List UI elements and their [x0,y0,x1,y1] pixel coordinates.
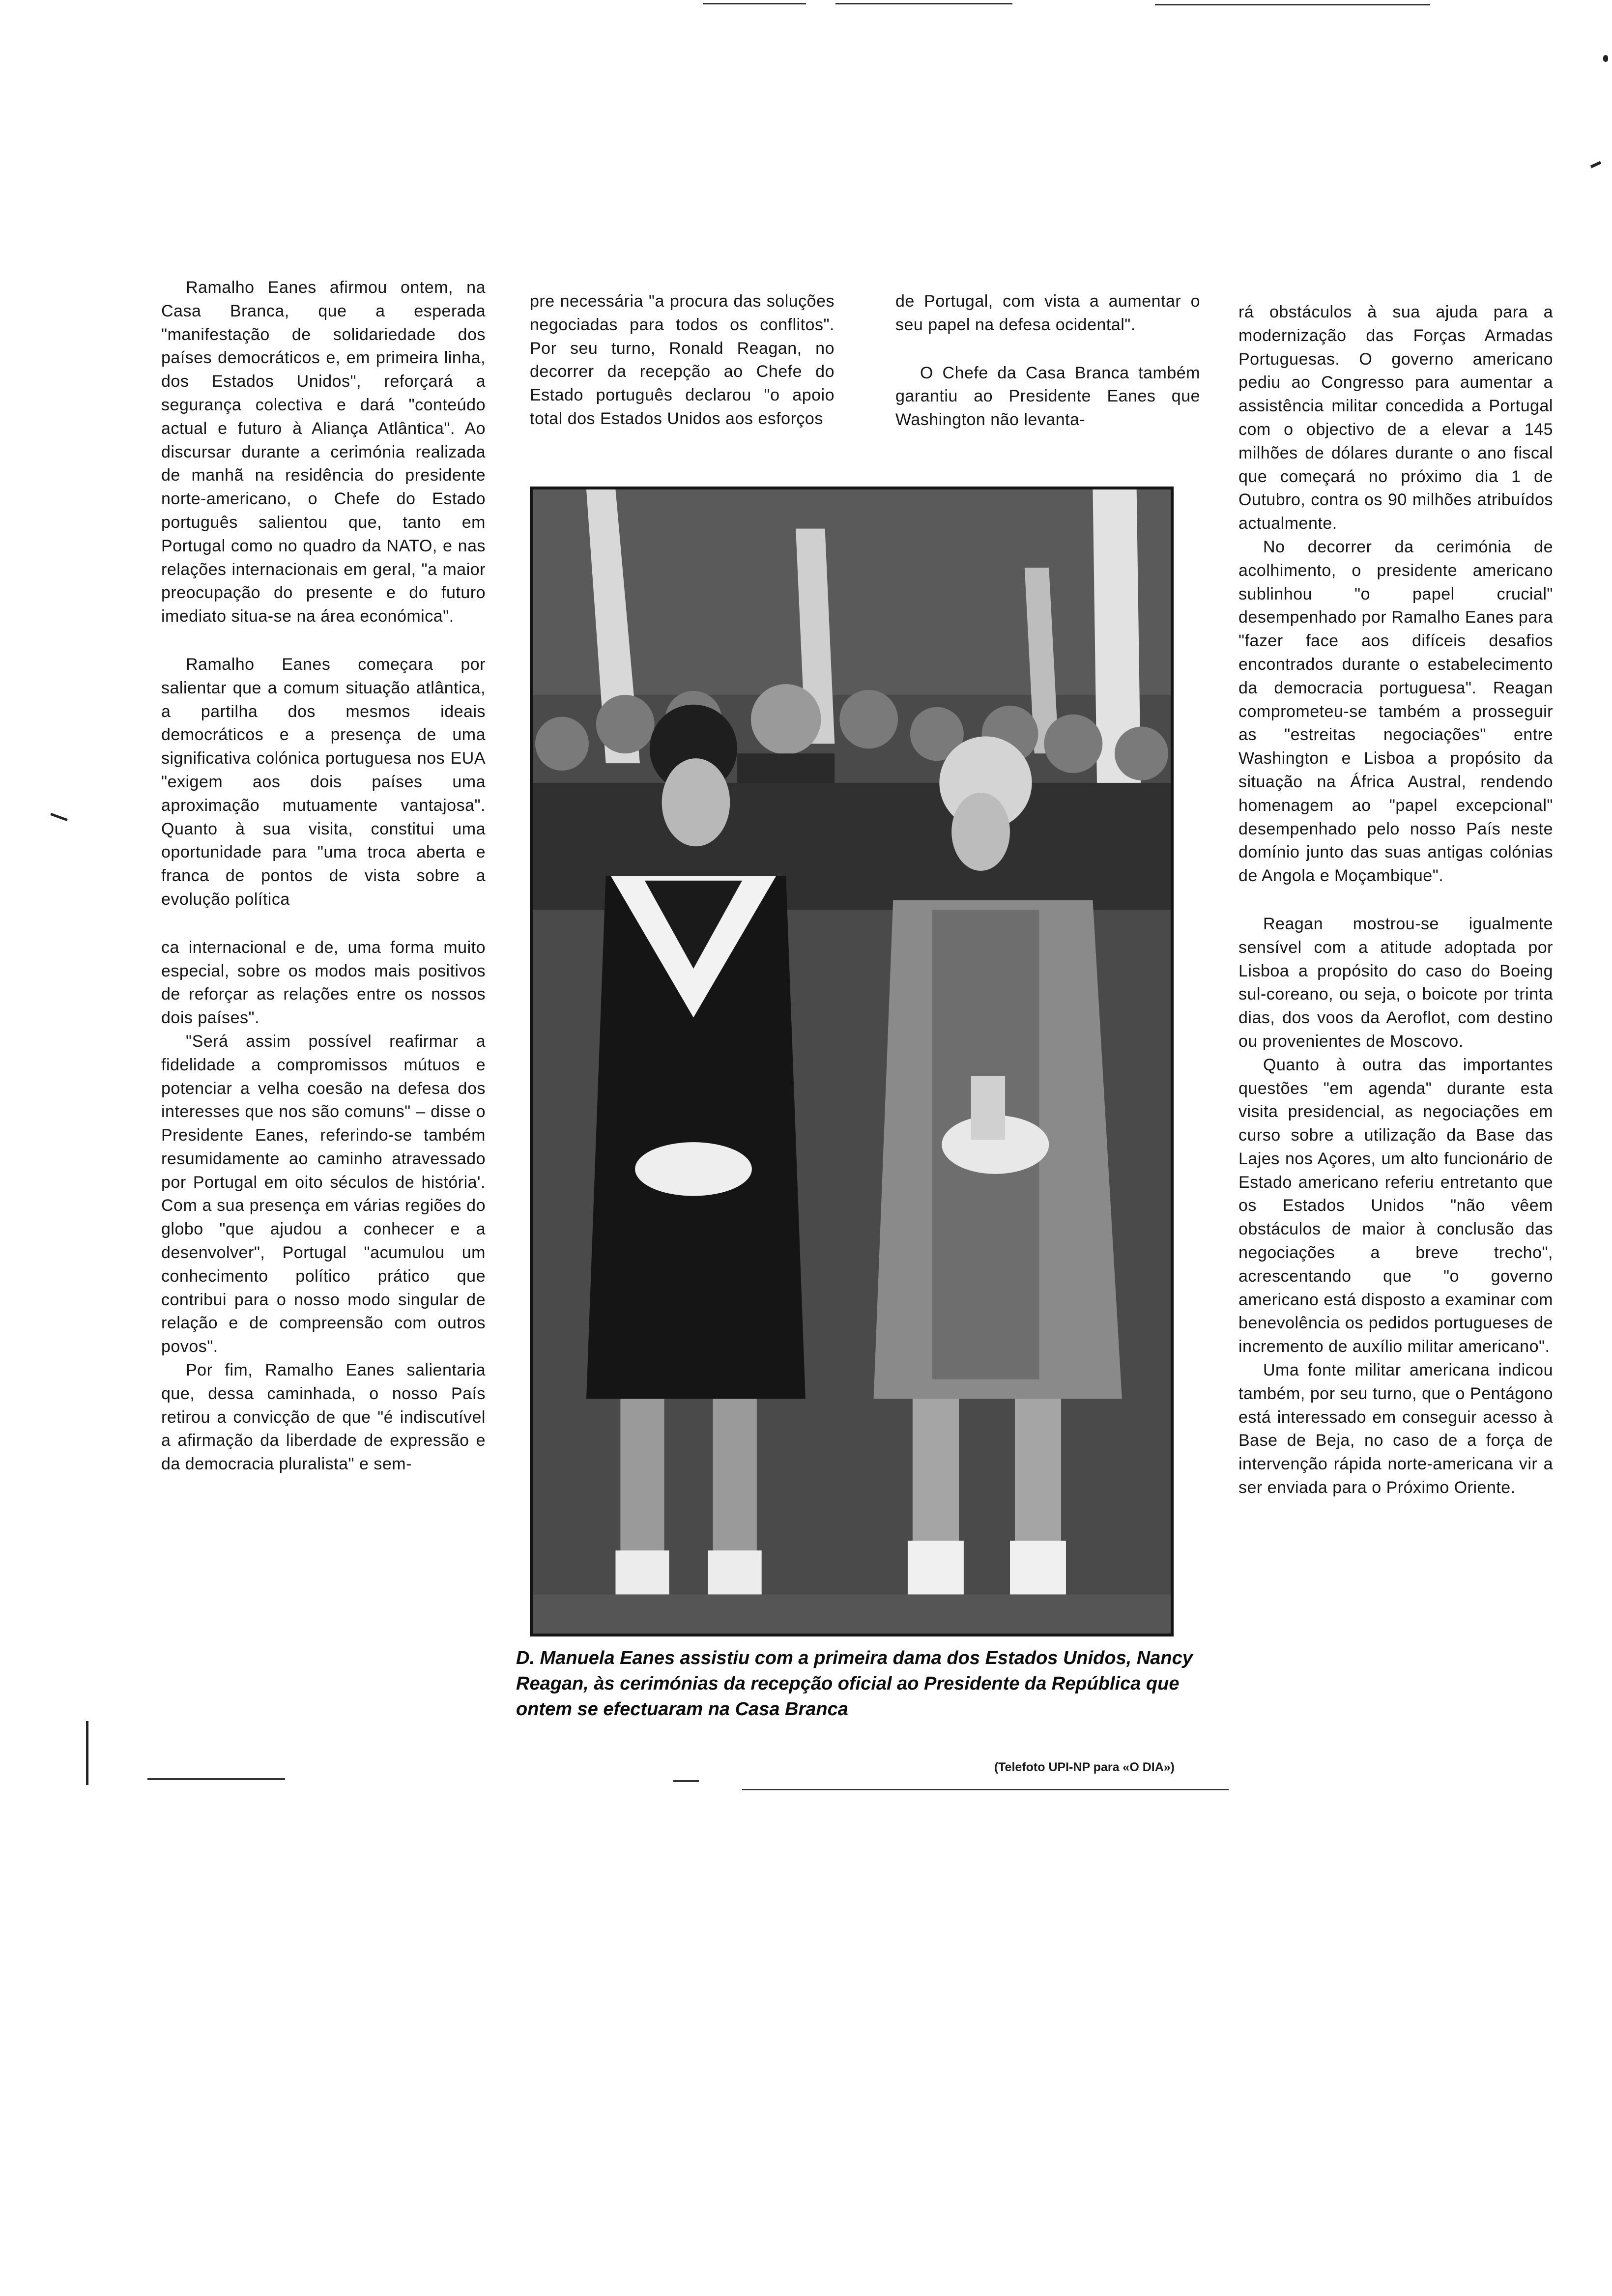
col4-paragraph-3: Reagan mostrou-se igualmente sensível com a atitude adoptada por Lisboa a propósito do caso do Boeing sul-coreano, ou seja, o boicote por trinta dias, dos voos da Aeroflot, com destino ou provenientes de Moscovo. [1238,914,1553,1051]
col3-paragraph-1: de Portugal, com vista a aumentar o seu papel na defesa ocidental". [895,292,1200,334]
scan-speck [1603,55,1608,62]
caption-rule-short [673,1780,699,1782]
photo-credit: (Telefoto UPI-NP para «O DIA») [994,1760,1175,1774]
column-end-bar [86,1721,88,1785]
article-column-4 [1238,301,1553,1500]
scan-speck [1590,161,1601,169]
photo-illustration [533,489,1171,1634]
column-end-rule [147,1778,285,1780]
col1-paragraph-1: Ramalho Eanes afirmou ontem, na Casa Branca, que a esperada "manifestação de solidariedade dos países democráticos e, em primeira linha, dos Estados Unidos", reforçará a segurança colectiva e dará "conteúdo actual e futuro à Aliança Atlântica". Ao discursar durante a cerimónia realizada de manhã na residência do presidente norte-americano, o Chefe do Estado português salientou que, tanto em Portugal como no quadro da NATO, e nas relações internacionais em geral, "a maior preocupação do presente e do futuro imediato situa-se na área económica". [161,278,486,626]
article-column-1 [161,276,486,1476]
margin-tick [50,813,68,821]
col4-paragraph-2: No decorrer da cerimónia de acolhimento, o presidente americano sublinhou "o papel crucial" desempenhado por Ramalho Eanes para "fazer face aos difíceis desafios encontrados durante o estabelecimento da democracia portuguesa". Reagan comprometeu-se também a prosseguir as "estreitas negociações" entre Washington e Lisboa a propósito da situação na África Austral, rendendo homenagem ao "papel excepcional" desempenhado pelo nosso País neste domínio junto das suas antigas colónias de Angola e Moçambique". [1238,537,1553,886]
col3-paragraph-2: O Chefe da Casa Branca também garantiu ao Presidente Eanes que Washington não levanta- [895,363,1200,430]
article-column-3 [895,290,1200,432]
col4-paragraph-1: rá obstáculos à sua ajuda para a modernização das Forças Armadas Portuguesas. O governo americano pediu ao Congresso para aumentar a assistência militar concedida a Portugal com o objectivo de a elevar a 145 milhões de dólares durante o ano fiscal que começará no próximo dia 1 de Outubro, contra os 90 milhões atribuídos actualmente. [1238,303,1553,533]
top-scan-line-left [703,3,806,4]
caption-rule-long [742,1789,1229,1790]
top-scan-line-right [1155,4,1430,5]
col4-paragraph-5: Uma fonte militar americana indicou também, por seu turno, que o Pentágono está interessado em conseguir acesso à Base de Beja, no caso de a força de intervenção rápida norte-americana vir a ser enviada para o Próximo Oriente. [1238,1361,1553,1497]
col2-paragraph-1: pre necessária "a procura das soluções negociadas para todos os conflitos". Por seu turno, Ronald Reagan, no decorrer da recepção ao Chefe do Estado português declarou "o apoio total dos Estados Unidos aos esforços [530,292,835,428]
col4-paragraph-4: Quanto à outra das importantes questões "em agenda" durante esta visita presidencial, as negociações em curso sobre a utilização da Base das Lajes nos Açores, um alto funcionário de Estado americano referiu entretanto que os Estados Unidos "não vêem obstáculos de maior à conclusão das negociações a breve trecho", acrescentando que "o governo americano está disposto a examinar com benevolência os pedidos portugueses de incremento de auxílio militar americano". [1238,1055,1553,1356]
article-column-2 [530,290,835,431]
top-scan-line-mid [835,3,1012,4]
col1-paragraph-5: Por fim, Ramalho Eanes salientaria que, dessa caminhada, o nosso País retirou a convicção de que "é indiscutível a afirmação da liberdade de expressão e da democracia pluralista" e sem- [161,1361,486,1474]
photo-caption: D. Manuela Eanes assistiu com a primeira dama dos Estados Unidos, Nancy Reagan, às cerimónias da recepção oficial ao Presidente da República que ontem se efectuaram na Casa Branca [516,1648,1193,1720]
news-photograph [530,487,1174,1636]
col1-paragraph-4: "Será assim possível reafirmar a fidelidade a compromissos mútuos e potenciar a velha coesão na defesa dos interesses que nos são comuns" – disse o Presidente Eanes, referindo-se também resumidamente ao caminho atravessado por Portugal em oito séculos de história'. Com a sua presença em várias regiões do globo "que ajudou a conhecer e a desenvolver", Portugal "acumulou um conhecimento político prático que contribui para o nosso modo singular de relação e de compreensão com outros povos". [161,1032,486,1356]
col1-paragraph-3: ca internacional e de, uma forma muito especial, sobre os modos mais positivos de reforçar as relações entre os nossos dois países". [161,938,486,1028]
col1-paragraph-2: Ramalho Eanes começara por salientar que a comum situação atlântica, a partilha dos mesmos ideais democráticos e a presença de uma significativa colónica portuguesa nos EUA "exigem aos dois países uma aproximação mutuamente vantajosa". Quanto à sua visita, constitui uma oportunidade para "uma troca aberta e franca de pontos de vista sobre a evolução política [161,655,486,909]
